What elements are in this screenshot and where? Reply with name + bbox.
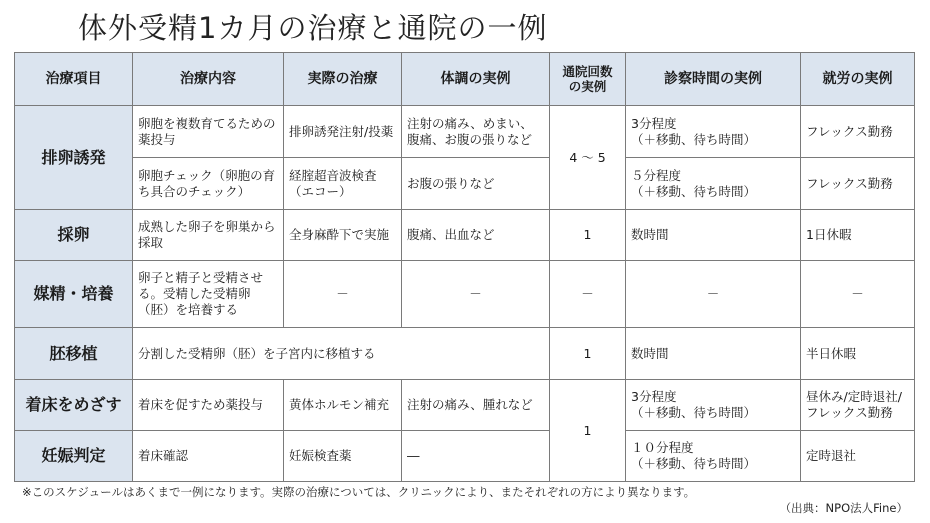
cell-work: 半日休暇: [801, 328, 915, 380]
cell-work: フレックス勤務: [801, 158, 915, 210]
cell-content: 着床を促すため薬投与: [133, 380, 284, 431]
cell-visits: 4 ～ 5: [550, 106, 626, 210]
footnote: ※このスケジュールはあくまで一例になります。実際の治療については、クリニックにより、またそれぞれの方により異なります。: [22, 485, 696, 499]
header-item: 治療項目: [15, 53, 133, 106]
treatment-table: [14, 52, 915, 482]
cell-content: 着床確認: [133, 431, 284, 482]
cell-content: 分割した受精卵（胚）を子宮内に移植する: [133, 328, 550, 380]
time-line2: （＋移動、待ち時間）: [631, 405, 757, 420]
time-line2: （＋移動、待ち時間）: [631, 456, 757, 471]
time-line1: ５分程度: [631, 167, 682, 183]
table-row: [15, 158, 915, 210]
page-title: 体外受精1カ月の治療と通院の一例: [78, 11, 548, 45]
cell-condition: 注射の痛み、めまい、腹痛、お腹の張りなど: [402, 106, 550, 158]
cell-actual: 排卵誘発注射/投薬: [284, 106, 402, 158]
item-transfer: 胚移植: [15, 328, 133, 380]
cell-time: 数時間: [626, 210, 801, 261]
cell-visits: 1: [550, 380, 626, 482]
cell-content: 卵胞を複数育てるための薬投与: [133, 106, 284, 158]
header-row: [15, 53, 915, 106]
cell-content: 成熟した卵子を卵巣から採取: [133, 210, 284, 261]
time-line2: （＋移動、待ち時間）: [631, 131, 757, 147]
table-row: [15, 261, 915, 328]
header-actual: 実際の治療: [284, 53, 402, 106]
table-row: [15, 106, 915, 158]
time-line1: １０分程度: [631, 440, 694, 455]
cell-time: [626, 380, 801, 431]
header-visits-line1: 通院回数: [562, 64, 613, 79]
cell-condition: ―: [402, 431, 550, 482]
cell-condition: －: [402, 261, 550, 328]
cell-condition: お腹の張りなど: [402, 158, 550, 210]
cell-work: 定時退社: [801, 431, 915, 482]
cell-time: [626, 431, 801, 482]
source-credit: （出典：NPO法人Fine）: [779, 501, 908, 515]
cell-work: 1日休暇: [801, 210, 915, 261]
cell-work: －: [801, 261, 915, 328]
cell-time: [626, 158, 801, 210]
cell-time: 数時間: [626, 328, 801, 380]
item-ovulation: 排卵誘発: [15, 106, 133, 210]
cell-content: 卵胞チェック（卵胞の育ち具合のチェック）: [133, 158, 284, 210]
cell-visits: 1: [550, 210, 626, 261]
cell-actual: －: [284, 261, 402, 328]
table-row: [15, 210, 915, 261]
cell-visits: 1: [550, 328, 626, 380]
cell-content: 卵子と精子と受精させる。受精した受精卵（胚）を培養する: [133, 261, 284, 328]
header-condition: 体調の実例: [402, 53, 550, 106]
cell-visits: －: [550, 261, 626, 328]
item-retrieval: 採卵: [15, 210, 133, 261]
item-implantation: 着床をめざす: [15, 380, 133, 431]
cell-actual: 全身麻酔下で実施: [284, 210, 402, 261]
cell-actual: 妊娠検査薬: [284, 431, 402, 482]
cell-time: [626, 106, 801, 158]
cell-time: －: [626, 261, 801, 328]
cell-actual: 黄体ホルモン補充: [284, 380, 402, 431]
time-line1: 3分程度: [631, 389, 677, 404]
cell-condition: 腹痛、出血など: [402, 210, 550, 261]
item-fertilization: 媒精・培養: [15, 261, 133, 328]
header-content: 治療内容: [133, 53, 284, 106]
table-row: [15, 328, 915, 380]
cell-actual: 経腟超音波検査（エコー）: [284, 158, 402, 210]
table-row: [15, 431, 915, 482]
time-line2: （＋移動、待ち時間）: [631, 183, 757, 199]
header-visits: [550, 53, 626, 106]
cell-work: 昼休み/定時退社/フレックス勤務: [801, 380, 915, 431]
header-time: 診察時間の実例: [626, 53, 801, 106]
cell-condition: 注射の痛み、腫れなど: [402, 380, 550, 431]
cell-work: フレックス勤務: [801, 106, 915, 158]
header-work: 就労の実例: [801, 53, 915, 106]
item-pregnancy: 妊娠判定: [15, 431, 133, 482]
time-line1: 3分程度: [631, 115, 677, 131]
table-row: [15, 380, 915, 431]
header-visits-line2: の実例: [568, 79, 607, 94]
